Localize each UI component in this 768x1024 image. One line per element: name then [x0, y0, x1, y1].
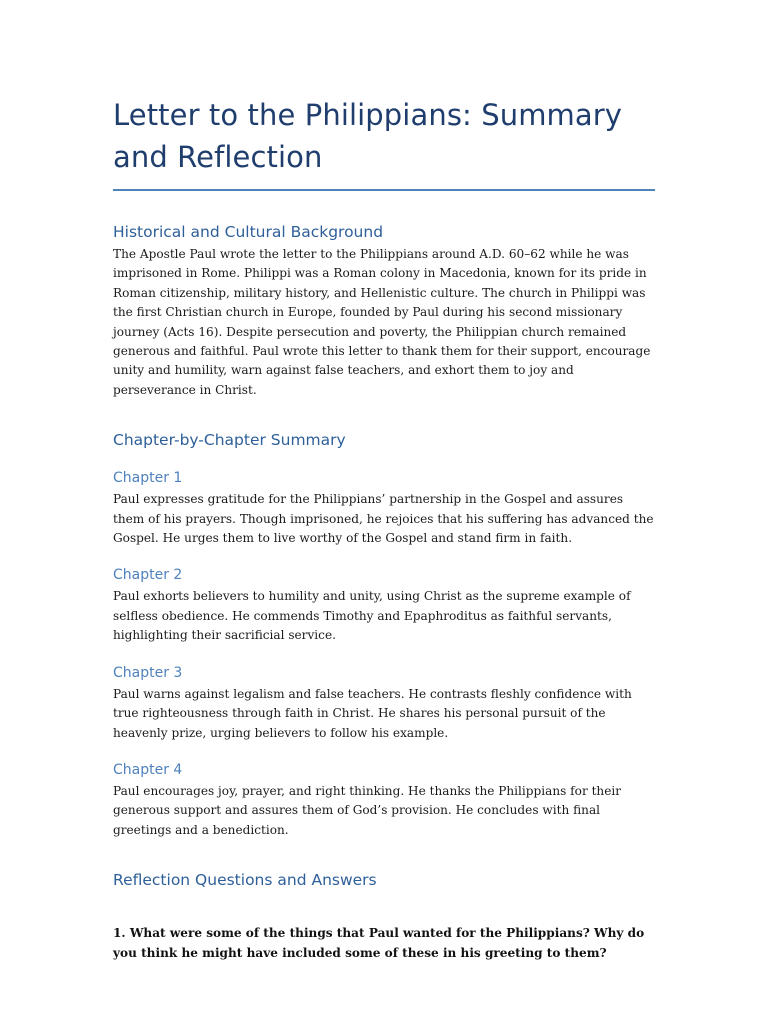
chapter-paragraph-3: Paul warns against legalism and false teachers. He contrasts fleshly confidence with true righteousness through faith in Christ. He shares his personal pursuit of the heavenly prize, urging believers to follow his example.: [113, 686, 632, 740]
section-heading-summary: Chapter-by-Chapter Summary: [113, 431, 346, 450]
background-paragraph: The Apostle Paul wrote the letter to the Philippians around A.D. 60–62 while he was imprisoned in Rome. Philippi was a Roman colony in Macedonia, known for its pride in Roman citizenship, military history, and Hellenistic culture. The church in Philippi was the first Christian church in Europe, founded by Paul during his second missionary journey (Acts 16). Despite persecution and poverty, the Philippian church remained generous and faithful. Paul wrote this letter to thank them for their support, encourage unity and humility, warn against false teachers, and exhort them to joy and perseverance in Christ.: [113, 247, 651, 397]
page-title: Letter to the Philippians: Summary and Reflection: [113, 98, 623, 174]
chapter-paragraph-1: Paul expresses gratitude for the Philippians’ partnership in the Gospel and assures them of his prayers. Though imprisoned, he rejoices that his suffering has advanced the Gospel. He urges them to live worthy of the Gospel and stand firm in faith.: [113, 492, 654, 546]
chapter-paragraph-4: Paul encourages joy, prayer, and right thinking. He thanks the Philippians for their generous support and assures them of God’s provision. He concludes with final greetings and a benediction.: [113, 783, 622, 837]
chapter-heading-1: Chapter 1: [113, 470, 183, 487]
title-divider: [113, 189, 655, 191]
reflection-question-1: 1. What were some of the things that Paul wanted for the Philippians? Why do you think he might have included some of these in his greeting to them?: [113, 926, 645, 960]
chapter-heading-4: Chapter 4: [113, 761, 183, 778]
chapter-paragraph-2: Paul exhorts believers to humility and unity, using Christ as the supreme example of selfless obedience. He commends Timothy and Epaphroditus as faithful servants, highlighting their sacrificial service.: [113, 589, 631, 643]
section-heading-reflection: Reflection Questions and Answers: [113, 871, 377, 890]
chapter-heading-3: Chapter 3: [113, 664, 183, 681]
section-heading-background: Historical and Cultural Background: [113, 223, 384, 241]
chapter-heading-2: Chapter 2: [113, 567, 183, 584]
